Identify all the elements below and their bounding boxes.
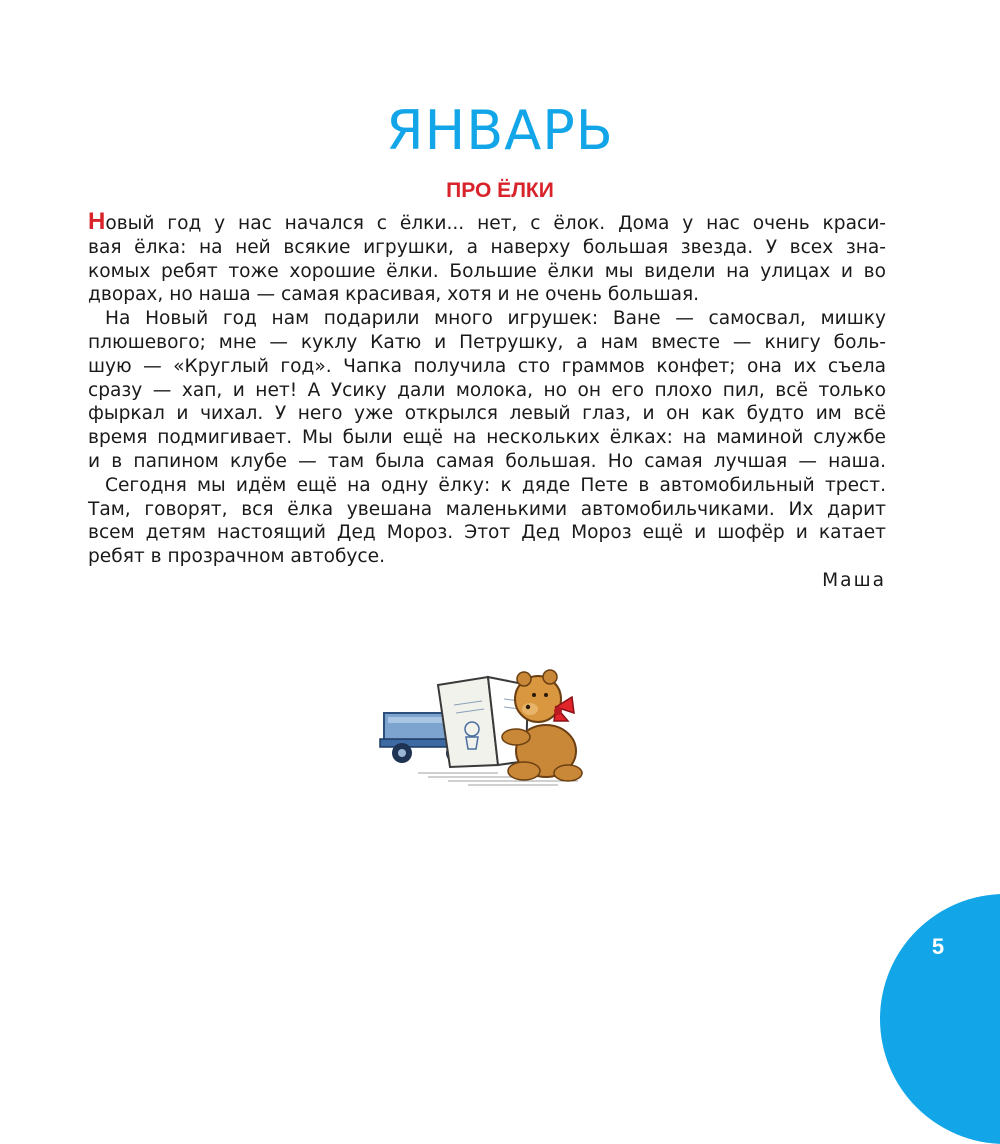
text-line-content: овый год у нас начался с ёлки... нет, с ёлок. Дома у нас очень краси- — [105, 213, 886, 234]
text-line-8: сразу — хап, и нет! А Усику дали молока, но он его плохо пил, всё только — [88, 379, 886, 401]
drop-cap-letter: Н — [88, 208, 106, 235]
text-line-11: и в папином клубе — там была самая большая. Но самая лучшая — наша. — [88, 450, 886, 472]
text-line-15: ребят в прозрачном автобусе. — [88, 546, 385, 568]
text-line-2: вая ёлка: на ней всякие игрушки, а наверху большая звезда. У всех зна- — [88, 236, 886, 258]
section-title: ПРО ЁЛКИ — [446, 179, 554, 202]
text-line-5: На Новый год нам подарили много игрушек: Ване — самосвал, мишку — [105, 308, 886, 330]
teddy-bear-illustration — [378, 655, 590, 790]
story-text — [88, 208, 886, 569]
teddy-bear-reading-icon — [378, 655, 590, 790]
text-line-4: дворах, но наша — самая красивая, хотя и не очень большая. — [88, 284, 700, 306]
page-number: 5 — [931, 934, 945, 959]
text-line-3: комых ребят тоже хорошие ёлки. Большие ёлки мы видели на улицах и во — [88, 260, 886, 282]
text-line-6: плюшевого; мне — куклу Катю и Петрушку, а нам вместе — книгу боль- — [88, 331, 886, 353]
text-line-1 — [88, 208, 886, 236]
text-line-10: время подмигивает. Мы были ещё на нескольких ёлках: на маминой службе — [88, 427, 886, 449]
author-signature: Маша — [822, 570, 886, 591]
text-line-12: Сегодня мы идём ещё на одну ёлку: к дяде Пете в автомобильный трест. — [105, 474, 886, 496]
chapter-title: ЯНВАРЬ — [386, 99, 614, 162]
text-line-14: всем детям настоящий Дед Мороз. Этот Дед Мороз ещё и шофёр и катает — [88, 522, 886, 544]
text-line-9: фыркал и чихал. У него уже открылся левый глаз, и он как будто им всё — [88, 403, 886, 425]
text-line-7: шую — «Круглый год». Чапка получила сто граммов конфет; она их съела — [88, 355, 886, 377]
text-line-13: Там, говорят, вся ёлка увешана маленькими автомобильчиками. Их дарит — [88, 498, 886, 520]
